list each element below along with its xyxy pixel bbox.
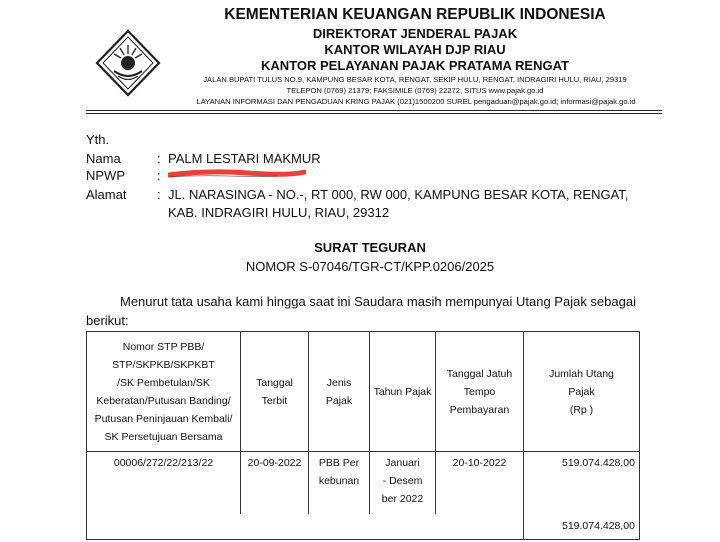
header-tahun-pajak: Tahun Pajak bbox=[370, 332, 436, 452]
cell-jatuh-tempo: 20-10-2022 bbox=[436, 452, 524, 514]
intro-text-line-2: berikut: bbox=[86, 313, 129, 328]
cell-tanggal-terbit: 20-09-2022 bbox=[241, 452, 309, 514]
header-tanggal-terbit: Tanggal Terbit bbox=[241, 332, 309, 452]
total-amount: 519.074.428,00 bbox=[524, 514, 640, 540]
header-divider-thin bbox=[86, 113, 662, 114]
address-colon: : bbox=[157, 187, 161, 202]
npwp-redaction-mark bbox=[168, 169, 306, 178]
name-label: Nama bbox=[86, 151, 121, 166]
header-divider bbox=[86, 110, 662, 111]
address-line-1: JL. NARASINGA - NO.-, RT 000, RW 000, KAMPUNG BESAR KOTA, RENGAT, bbox=[168, 187, 629, 202]
cell-tahun-pajak: Januari - Desem ber 2022 bbox=[370, 452, 436, 514]
cell-jumlah: 519.074.428,00 bbox=[524, 452, 640, 514]
npwp-colon: : bbox=[157, 168, 161, 183]
name-value: PALM LESTARI MAKMUR bbox=[168, 151, 321, 166]
address-label: Alamat bbox=[86, 187, 127, 202]
intro-text-line-1: Menurut tata usaha kami hingga saat ini Saudara masih mempunyai Utang Pajak sebagai bbox=[120, 294, 636, 309]
table-total-row bbox=[87, 514, 640, 540]
cell-nomor: 00006/272/22/213/22 bbox=[87, 452, 241, 514]
tax-debt-table bbox=[86, 331, 640, 540]
directorate-name: DIREKTORAT JENDERAL PAJAK bbox=[312, 26, 518, 41]
name-colon: : bbox=[157, 151, 161, 166]
total-label-cell bbox=[87, 514, 524, 540]
salutation: Yth. bbox=[86, 132, 110, 147]
regional-office-name: KANTOR WILAYAH DJP RIAU bbox=[324, 42, 506, 57]
header-jumlah: Jumlah Utang Pajak (Rp ) bbox=[524, 332, 640, 452]
header-nomor: Nomor STP PBB/ STP/SKPKB/SKPKBT /SK Pembetulan/SK Keberatan/Putusan Banding/ Putusan Peninjauan Kembali/ SK Persetujuan Bersama bbox=[87, 332, 241, 452]
table-header-row bbox=[87, 332, 640, 452]
letter-title: SURAT TEGURAN bbox=[314, 240, 426, 255]
ministry-emblem-logo bbox=[92, 27, 164, 99]
tax-office-name: KANTOR PELAYANAN PAJAK PRATAMA RENGAT bbox=[261, 58, 569, 73]
office-contact: TELEPON (0769) 21379; FAKSIMILE (0769) 22272; SITUS www.pajak.go.id bbox=[286, 86, 544, 95]
header-jatuh-tempo: Tanggal Jatuh Tempo Pembayaran bbox=[436, 332, 524, 452]
header-jenis-pajak: Jenis Pajak bbox=[309, 332, 370, 452]
ministry-name: KEMENTERIAN KEUANGAN REPUBLIK INDONESIA bbox=[224, 6, 606, 23]
table-row bbox=[87, 452, 640, 514]
cell-jenis-pajak: PBB Per kebunan bbox=[309, 452, 370, 514]
address-line-2: KAB. INDRAGIRI HULU, RIAU, 29312 bbox=[168, 205, 390, 220]
npwp-label: NPWP bbox=[86, 168, 125, 183]
letter-number: NOMOR S-07046/TGR-CT/KPP.0206/2025 bbox=[245, 259, 495, 274]
service-contact: LAYANAN INFORMASI DAN PENGADUAN KRING PAJAK (021)1500200 SUREL pengaduan@pajak.go.id; informasi@pajak.go.id bbox=[196, 97, 636, 106]
office-address: JALAN BUPATI TULUS NO.9, KAMPUNG BESAR KOTA, RENGAT, SEKIP HULU, RENGAT, INDRAGIRI HULU, RIAU, 29319 bbox=[203, 75, 627, 84]
